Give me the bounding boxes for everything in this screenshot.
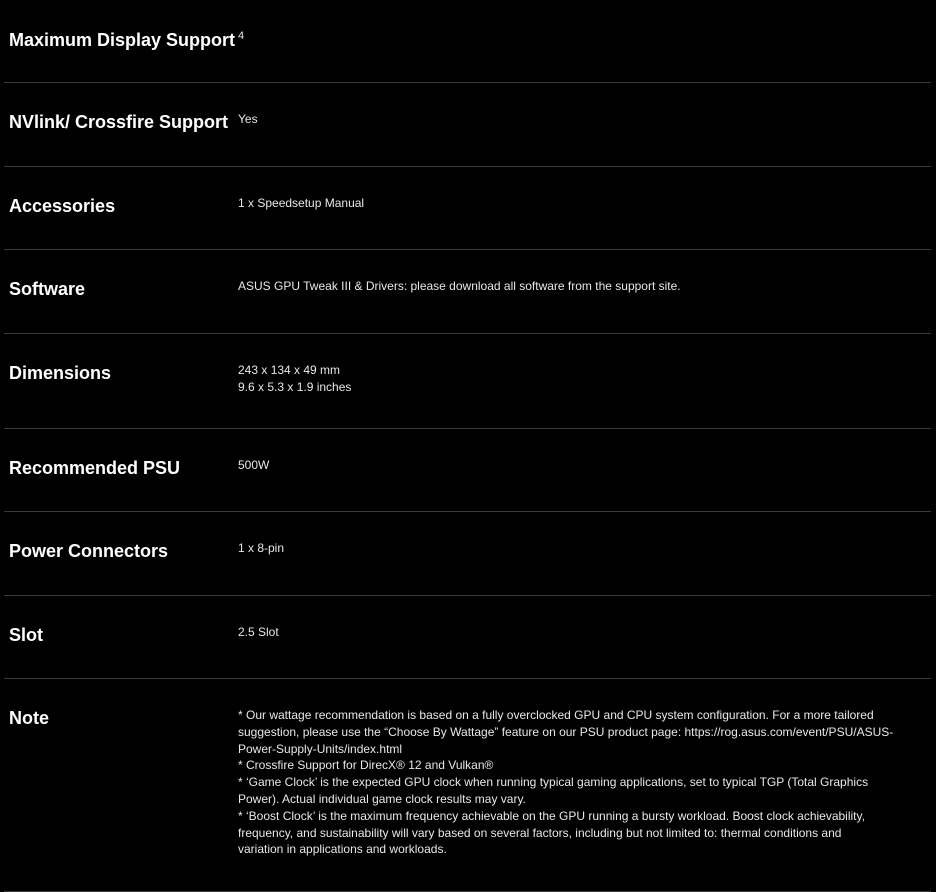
spec-label: Maximum Display Support: [9, 30, 236, 50]
note-line: Power). Actual individual game clock results may vary.: [238, 791, 526, 806]
spec-label: Accessories: [9, 196, 116, 216]
spec-label: NVlink/ Crossfire Support: [9, 112, 229, 132]
spec-label: Dimensions: [9, 363, 112, 383]
spec-row-max-display: [4, 0, 931, 83]
spec-value-line: 500W: [238, 458, 270, 472]
spec-label: Note: [9, 708, 49, 728]
spec-value: [238, 362, 918, 396]
spec-row-accessories: [4, 167, 931, 250]
spec-table: [4, 0, 931, 892]
spec-label: Recommended PSU: [9, 458, 181, 478]
spec-row-software: [4, 250, 931, 334]
note-line: * Crossfire Support for DirecX® 12 and Vulkan®: [238, 758, 494, 773]
spec-value-line: 9.6 x 5.3 x 1.9 inches: [238, 379, 352, 394]
spec-value: [238, 457, 918, 474]
spec-row-recommended-psu: [4, 429, 931, 512]
spec-value: [238, 707, 918, 858]
spec-value-line: ASUS GPU Tweak III & Drivers: please download all software from the support site.: [238, 279, 681, 293]
note-line: variation in applications and workloads.: [238, 842, 447, 857]
spec-value-line: 1 x 8-pin: [238, 541, 285, 555]
spec-label: Power Connectors: [9, 541, 169, 561]
spec-value-line: Yes: [238, 112, 258, 126]
spec-label: Slot: [9, 625, 43, 645]
spec-value: [238, 111, 918, 128]
spec-label: Software: [9, 279, 86, 299]
note-line: * ‘Game Clock’ is the expected GPU clock when running typical gaming applications, set to typical TGP (Total Graphics: [238, 775, 869, 790]
note-line: Power-Supply-Units/index.html: [238, 741, 403, 756]
note-line: suggestion, please use the “Choose By Wattage” feature on our PSU product page: https://rog.asus.com/event/PSU/ASUS-: [238, 724, 894, 739]
spec-value: [238, 195, 918, 212]
spec-value: 4: [238, 30, 245, 42]
spec-value: [238, 624, 918, 641]
spec-row-slot: [4, 596, 931, 679]
note-line: * Our wattage recommendation is based on a fully overclocked GPU and CPU system configuration. For a more tailored: [238, 708, 874, 722]
spec-row-dimensions: [4, 334, 931, 429]
spec-value-line: 1 x Speedsetup Manual: [238, 196, 365, 210]
spec-value-line: 2.5 Slot: [238, 625, 279, 639]
spec-value-line: 243 x 134 x 49 mm: [238, 363, 341, 377]
note-line: frequency, and sustainability will vary based on several factors, including but not limited to: thermal conditions and: [238, 825, 842, 840]
note-line: * ‘Boost Clock’ is the maximum frequency achievable on the GPU running a bursty workload. Boost clock achievability,: [238, 808, 865, 823]
spec-value: [238, 540, 918, 557]
spec-row-note: [4, 679, 931, 892]
spec-value: [238, 278, 918, 295]
spec-row-nvlink: [4, 83, 931, 167]
spec-row-power-connectors: [4, 512, 931, 596]
